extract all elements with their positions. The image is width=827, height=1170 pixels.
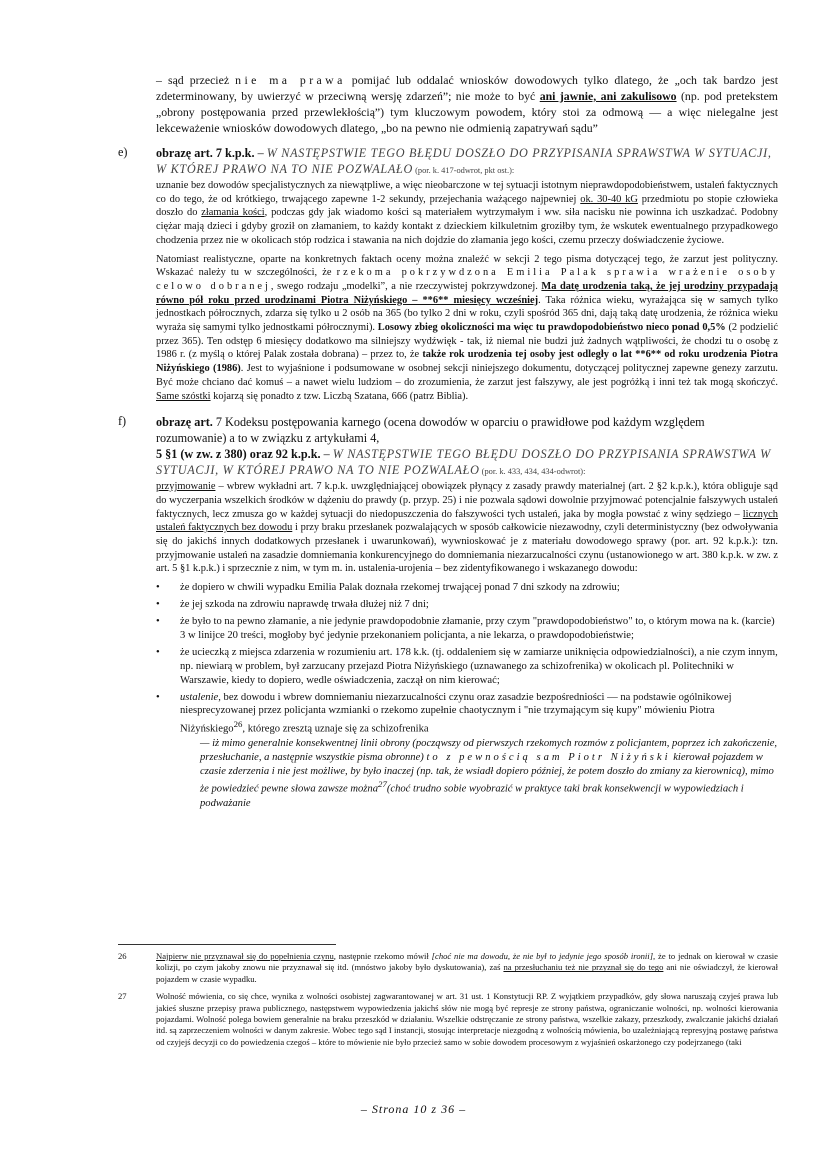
footnote-number: 27 [118,991,127,1002]
section-letter: f) [118,414,127,429]
footnotes [118,951,778,1054]
findings-list [156,581,778,811]
section-e-heading: e) obrazę art. 7 k.p.k. – W NASTĘPSTWIE TEGO BŁĘDU DOSZŁO DO PRZYPISANIA SPRAWSTWA W SYTUACJI, W KTÓREJ PRAWO NA TO NIE POZWALAŁO (por. k. 417-odwrot, pkt ost.): [118,145,778,179]
section-f-heading: f) obrazę art. 7 Kodeksu postępowania karnego (ocena dowodów w oparciu o prawidłowe pod każdym względem rozumowanie) a to w związku z artykułami 4, 5 §1 (w zw. z 380) oraz 92 k.p.k. – W NASTĘPSTWIE TEGO BŁĘDU DOSZŁO DO PRZYPISANIA SPRAWSTWA W SYTUACJI, W KTÓREJ PRAWO NA TO NIE POZWALAŁO (por. k. 433, 434, 434-odwrot): [118,414,778,480]
section-e-paragraph-1: uznanie bez dowodów specjalistycznych za niewątpliwe, a więc nieobarczone w tej sytuacji istotnym nieprawdopodobieństwem, ustaleń faktycznych co do tego, że od krótkiego, trwającego zapewne 1-2 sekundy, przejechania ważącego najpewniej ok. 30-40 kG przedmiotu po stopie człowieka doszło do złamania kości, podczas gdy jak wiadomo kości są materiałem wytrzymałym i ww. siła nacisku nie powinna ich uszkadzać. Podobny ciężar mają dzieci i gdyby groził on złamaniem, to każdy kontakt z dzieckiem kilkuletnim groziłby tym, że wskutek ewentualnego przypadkowego chodzenia przez nie w okolicach stóp rodzica i stawania na nich dojdzie do złamania jego kości, czemu przeczy doświadczenie życiowe. [156,180,779,246]
section-e-body [156,179,778,403]
list-item: • ustalenie, bez dowodu i wbrew domniemaniu niezarzucalności czynu oraz zasadzie bezpośredniości — na podstawie ogólnikowej niesprecyzowanej przez policjanta wzmianki o rzekomo zupełnie chaotycznym i "nie trzymającym się kupy" mówieniu Piotra Niżyńskiego$^{26}$, którego zresztą uznaje się za schizofrenika — iż mimo generalnie konsekwentnej linii obrony (począwszy od pierwszych rzekomych rozmów z policjantem, poprzez ich zakończenie, przesłuchanie, a następnie wszystkie pisma obronne) to z pewnością sam Piotr Niżyński kierował pojazdem w czasie zderzenia i nie jest możliwe, by było inaczej (np. tak, że wsiadł dopiero później, że potem doszło do zmiany za kierownicą), mimo że powiedzieć pewne słowa zawsze można$^{27}$(choć trudno sobie wyobrazić w praktyce taki brak konsekwencji w wypowiedziach i podważanie [156,691,778,811]
section-e-paragraph-2: Natomiast realistyczne, oparte na konkretnych faktach oceny można znaleźć w sekcji 2 tego pisma dotyczącej tego, że zarzut jest polityczny. Wskazać należy tu w szczególności, że rzekoma pokrzywdzona Emilia Palak sprawia wrażenie osoby celowo dobranej, swego rodzaju „modelki”, a nie rzeczywistej pokrzywdzonej. Ma datę urodzenia taką, że jej urodziny przypadają równo pół roku przed urodzinami Piotra Niżyńskiego – **6** miesięcy wcześniej. Taka różnica wieku, wyrażająca się w samych tylko jednostkach półrocznych, zdarza się tylko u 2 osób na 365 (bo tylko 2 dni w roku, czyli spośród 365 dni, dają taką datę urodzenia, że różnica wieku wyraża się samymi tylko jednostkami półrocznymi). Losowy zbieg okoliczności ma więc tu prawdopodobieństwo nieco ponad 0,5% (2 podzielić przez 365). Ten odstęp 6 miesięcy dodatkowo ma silniejszy wydźwięk - tak, iż niemal nie budzi już żadnych wątpliwości, że chodzi tu o osobę z 1986 r. (z myślą o której Palak została dobrana) – przez to, że także rok urodzenia tej osoby jest odległy o lat **6** od roku urodzenia Piotra Niżyńskiego (1986). Jest to wyjaśnione i podsumowane w osobnej sekcji niniejszego dokumentu, dotyczącej politycznej zapewne genezy zarzutu. Być może chciano dać komuś – a nawet wielu ludziom – do zrozumienia, że zarzut jest fałszywy, ale jest pogróżką i inni też tak mogą skończyć. Same szóstki kojarzą się ponadto z tzw. Liczbą Szatana, 666 (patrz Biblia). [156,253,778,402]
section-letter: e) [118,145,128,159]
footnote-separator [118,944,336,945]
list-item: • że było to na pewno złamanie, a nie jedynie prawdopodobnie złamanie, przy czym "prawdopodobieństwo" to, o którym mowa na k. (karcie) 3 w linijce 20 treści, mogłoby być jedynie przekonaniem policjanta, a nie lekarza, o prawdopodobieństwie; [156,615,778,643]
section-f-paragraph-1: przyjmowanie – wbrew wykładni art. 7 k.p.k. uwzględniającej obowiązek płynący z zasady prawdy materialnej (art. 2 §2 k.p.k.), która obliguje sąd do wyczerpania wszelkich środków w dążeniu do prawdy (p. przyp. 25) i nie pozwala sądowi dowolnie przyjmować potencjalnie fałszywych ustaleń faktycznych, lecz zmusza go w każdej sytuacji do niedopuszczenia do fałszywości tych ustaleń, jaka by mogła powstać z winy sędziego – licznych ustaleń faktycznych bez dowodu i przy braku przesłanek pozwalających w sposób całkowicie niezawodny, czyli deterministyczny (bez odwoływania się do jakichś innych dodatkowych przesłanek i uwarunkowań), wywnioskować je z materiału dowodowego sprawy (por. art. 92 k.p.k.): tzn. przyjmowanie ustaleń na zasadzie domniemania konkurencyjnego do domniemania niezarzucalności czynu (ustanowionego w art. 380 k.p.k. w zw. z art. 5 §1 k.p.k.) i sprzecznie z nim, w tym m. in. ustalenia-urojenia – bez zidentyfikowanego i wskazanego dowodu: [156,481,778,575]
list-item: • że dopiero w chwili wypadku Emilia Palak doznała rzekomej trwającej ponad 7 dni szkody na zdrowiu; [156,581,778,595]
list-item: • że ucieczką z miejsca zdarzenia w rozumieniu art. 178 k.k. (tj. oddaleniem się w zamiarze uniknięcia odpowiedzialności), a nie czym innym, np. niewiarą w problem, był zarzucany przejazd Piotra Niżyńskiego (uznawanego za schizofrenika) w okolicach pl. Politechniki w Warszawie, kiedy to dopiero, wedle oświadczenia, zaczął on nim kierować; [156,646,778,688]
footnote: 27 Wolność mówienia, co się chce, wynika z wolności osobistej zagwarantowanej w art. 31 ust. 1 Konstytucji RP. Z wyjątkiem przypadków, gdy słowa naruszają czyjeś prawa lub jakieś słuszne przepisy prawa publicznego, następstwem wypowiedzenia jakichś słów nie mogą być represje ze strony państwa, ograniczanie wolności, np. wolności kierowania pojazdami. Wolność polega bowiem generalnie na braku przeszkód w działaniu. Wszelkie odstręczanie ze strony państwa, wszelkie zakazy, przeszkody, zwalczanie jakichś działań itd. są zaprzeczeniem wolności w danym zakresie. Wobec tego sąd I instancji, stosując interpretacje niezgodną z wolnością mówienia, bo uzależniającą represyjną postawę państwa od czyjejś decyzji co do powiedzenia czegoś – które to mówienie nie było przecież samo w sobie dowodem procesowym z wyjaśnień oskarżonego czy podejrzanego (taki [118,991,778,1047]
quoted-argument: — iż mimo generalnie konsekwentnej linii obrony (począwszy od pierwszych rzekomych rozmów z policjantem, poprzez ich zakończenie, przesłuchanie, a następnie wszystkie pisma obronne) to z pewnością sam Piotr Niżyński kierował pojazdem w czasie zderzenia i nie jest możliwe, by było inaczej (np. tak, że wsiadł dopiero później, że potem doszło do zmiany za kierownicą), mimo że powiedzieć pewne słowa zawsze można$^{27}$(choć trudno sobie wyobrazić w praktyce taki brak konsekwencji w wypowiedziach i podważanie [200,737,778,809]
page-number: – Strona 10 z 36 – [360,1102,467,1116]
intro-paragraph: – sąd przecież nie ma prawa pomijać lub oddalać wniosków dowodowych tylko dlatego, że „och tak bardzo jest zdeterminowany, by uwierzyć w przeciwną wersję zdarzeń”; nie może to być ani jawnie, ani zakulisowo (np. pod pretekstem „obrony postępowania przed przewlekłością”) tym kluczowym powodem, który stoi za odmową — a więc nielegalne jest lekceważenie wniosków dowodowych dlatego, „bo na pewno nie odmienią zapatrywań sądu” [156,73,778,135]
footnote-number: 26 [118,951,127,961]
section-f-body [156,480,778,576]
footnote-ref[interactable]: 27 [378,779,387,790]
main-content [118,72,778,814]
footnote: 26 Najpierw nie przyznawał się do popełnienia czynu, następnie rzekomo mówił [choć nie ma dowodu, że nie był to jedynie jego sposób ironii], że to jednak on kierował w czasie kolizji, po czym jakoby znowu nie przyznawał się itd. (mnóstwo jakoby było dyskutowania), zaś na przesłuchaniu też nie przyznał się do tego ani nie oświadczył, że kierował pojazdem w czasie wypadku. [118,951,778,984]
footnote-ref[interactable]: 26 [233,719,243,730]
list-item: • że jej szkoda na zdrowiu naprawdę trwała dłużej niż 7 dni; [156,598,778,612]
